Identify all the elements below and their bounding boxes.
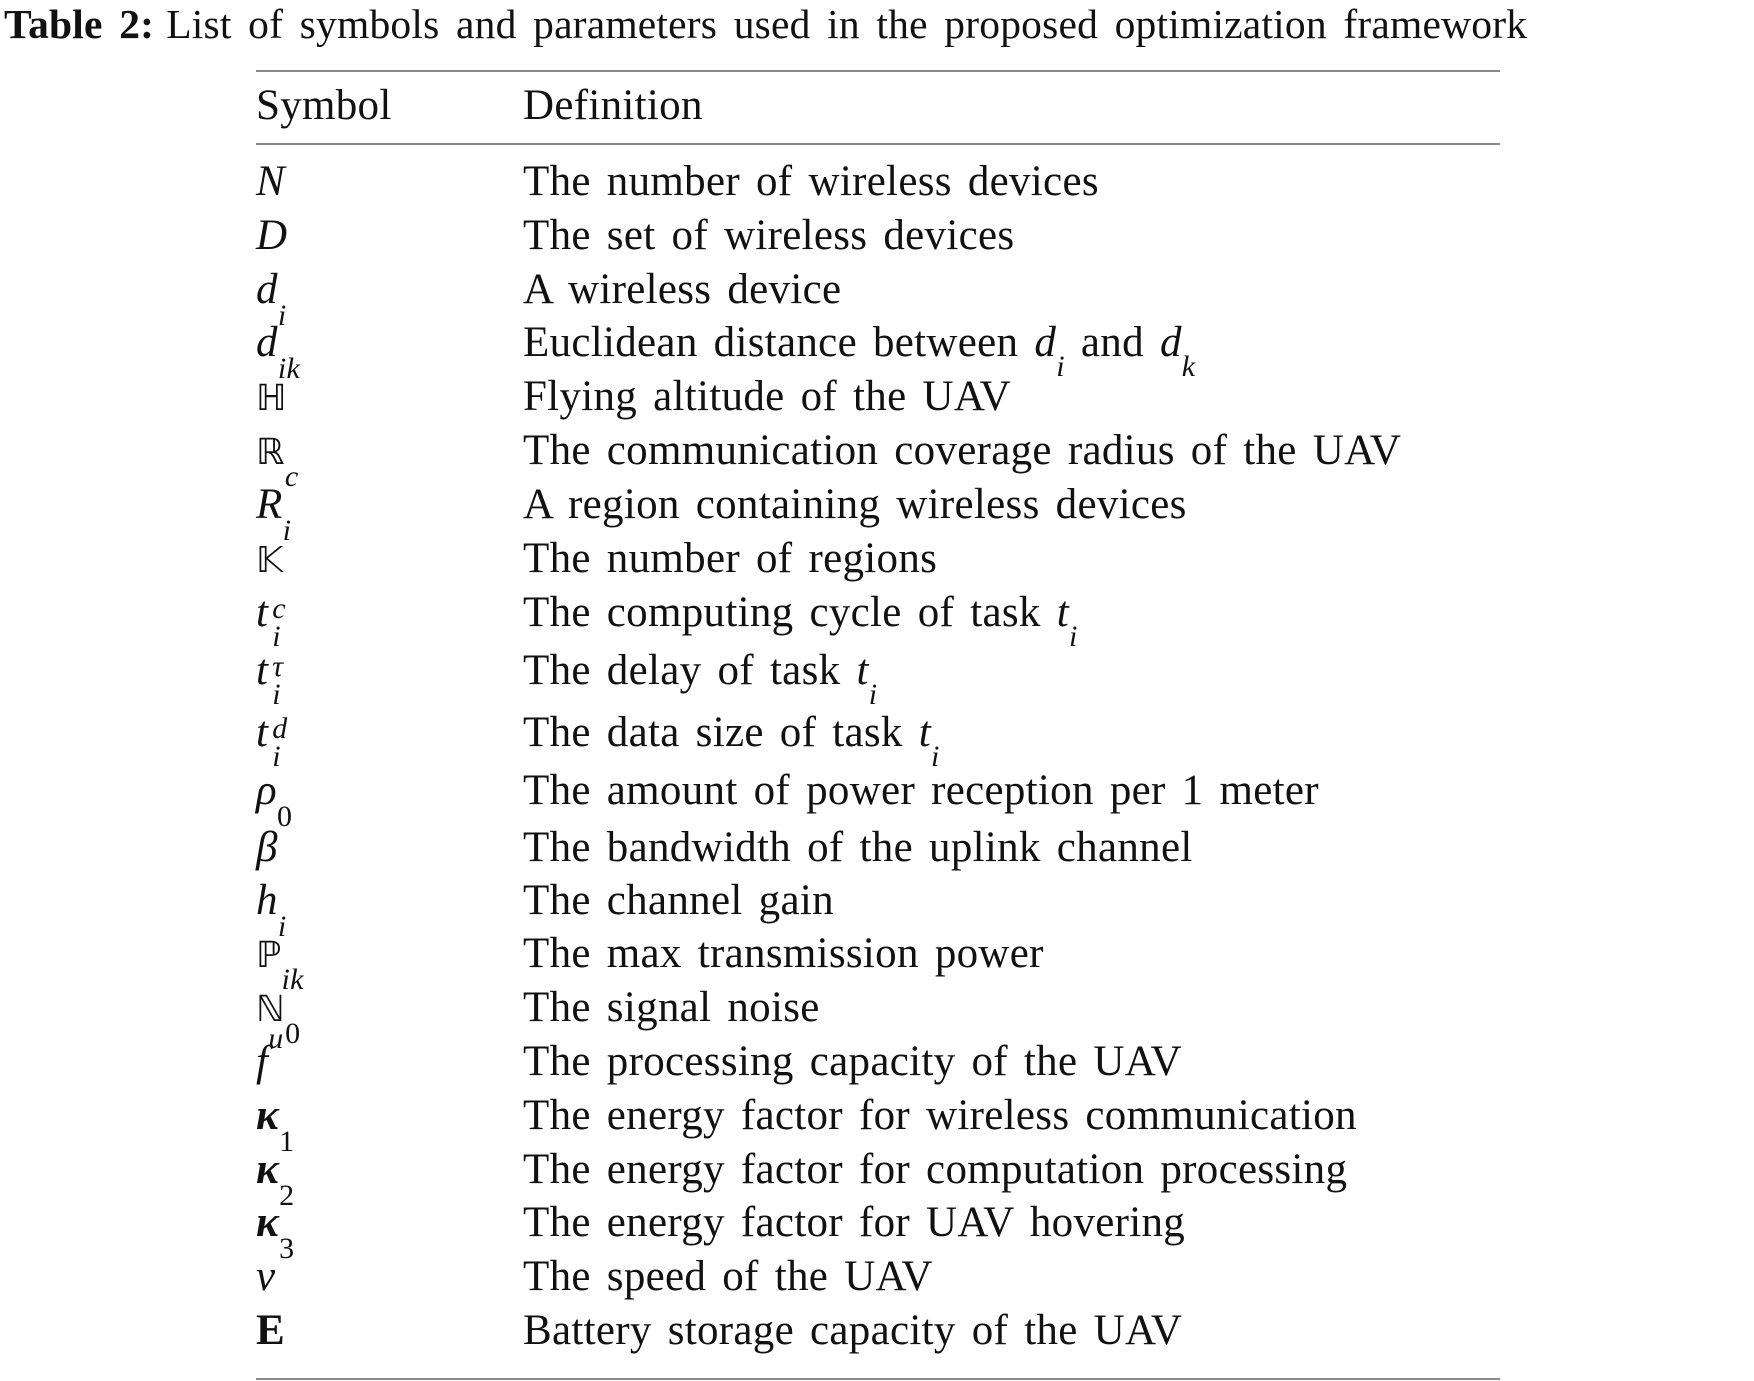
row-symbol: 𝕂 (256, 540, 284, 581)
row-symbol: t τ i (256, 647, 284, 711)
row-definition: The channel gain (523, 877, 834, 924)
row-definition: The number of wireless devices (523, 158, 1099, 205)
row-definition: A region containing wireless devices (523, 481, 1187, 528)
row-symbol: N (256, 158, 285, 205)
table-header-rule (256, 143, 1500, 145)
row-symbol: $d_i$ (256, 266, 287, 332)
row-symbol: $\kappa_3$ (256, 1199, 295, 1265)
row-symbol: $d_{ik}$ (256, 319, 301, 385)
row-symbol: β (256, 824, 278, 871)
row-symbol: $\kappa_2$ (256, 1146, 295, 1212)
row-symbol: ℕ$_0$ (256, 989, 301, 1050)
row-definition: Flying altitude of the UAV (523, 373, 1012, 420)
row-definition: The energy factor for UAV hovering (523, 1199, 1186, 1246)
row-definition: The signal noise (523, 984, 820, 1031)
header-definition: Definition (523, 82, 703, 129)
table-caption-text: List of symbols and parameters used in the proposed optimization framework (166, 1, 1528, 47)
row-definition: The data size of task $t_i$ (523, 709, 940, 773)
row-definition: The communication coverage radius of the UAV (523, 427, 1402, 474)
header-symbol: Symbol (256, 82, 392, 129)
row-symbol: v (256, 1253, 276, 1300)
row-definition: The computing cycle of task $t_i$ (523, 589, 1078, 653)
row-definition: The speed of the UAV (523, 1253, 933, 1300)
row-symbol: D (256, 212, 288, 259)
row-symbol: $\rho_0$ (256, 767, 293, 833)
row-definition: The bandwidth of the uplink channel (523, 824, 1193, 871)
row-symbol: ℙ$_{ik}$ (256, 935, 304, 996)
row-definition: The energy factor for wireless communication (523, 1092, 1357, 1139)
row-definition: A wireless device (523, 266, 842, 313)
row-definition: The amount of power reception per 1 meter (523, 767, 1319, 814)
row-definition: Battery storage capacity of the UAV (523, 1307, 1183, 1354)
row-symbol: $f^u$ (256, 1021, 284, 1085)
row-symbol: $\kappa_1$ (256, 1092, 295, 1158)
row-definition: Euclidean distance between $d_i$ and $d_k$ (523, 319, 1196, 383)
row-definition: The set of wireless devices (523, 212, 1015, 259)
row-symbol: t d i (256, 709, 288, 773)
row-symbol: ℍ (256, 378, 287, 419)
table-bottom-rule (256, 1378, 1500, 1380)
row-symbol: ℝ$_c$ (256, 432, 299, 493)
row-symbol: E (256, 1307, 285, 1354)
row-definition: The number of regions (523, 535, 938, 582)
row-symbol: $h_i$ (256, 877, 287, 943)
row-definition: The max transmission power (523, 930, 1044, 977)
row-definition: The energy factor for computation processing (523, 1146, 1348, 1193)
row-symbol: $R_i$ (256, 481, 292, 547)
table-caption (4, 0, 1749, 48)
row-definition: The delay of task $t_i$ (523, 647, 878, 711)
table-top-rule (256, 70, 1500, 72)
table-label: Table 2: (4, 1, 155, 47)
row-symbol: t c i (256, 589, 286, 653)
row-definition: The processing capacity of the UAV (523, 1038, 1182, 1085)
